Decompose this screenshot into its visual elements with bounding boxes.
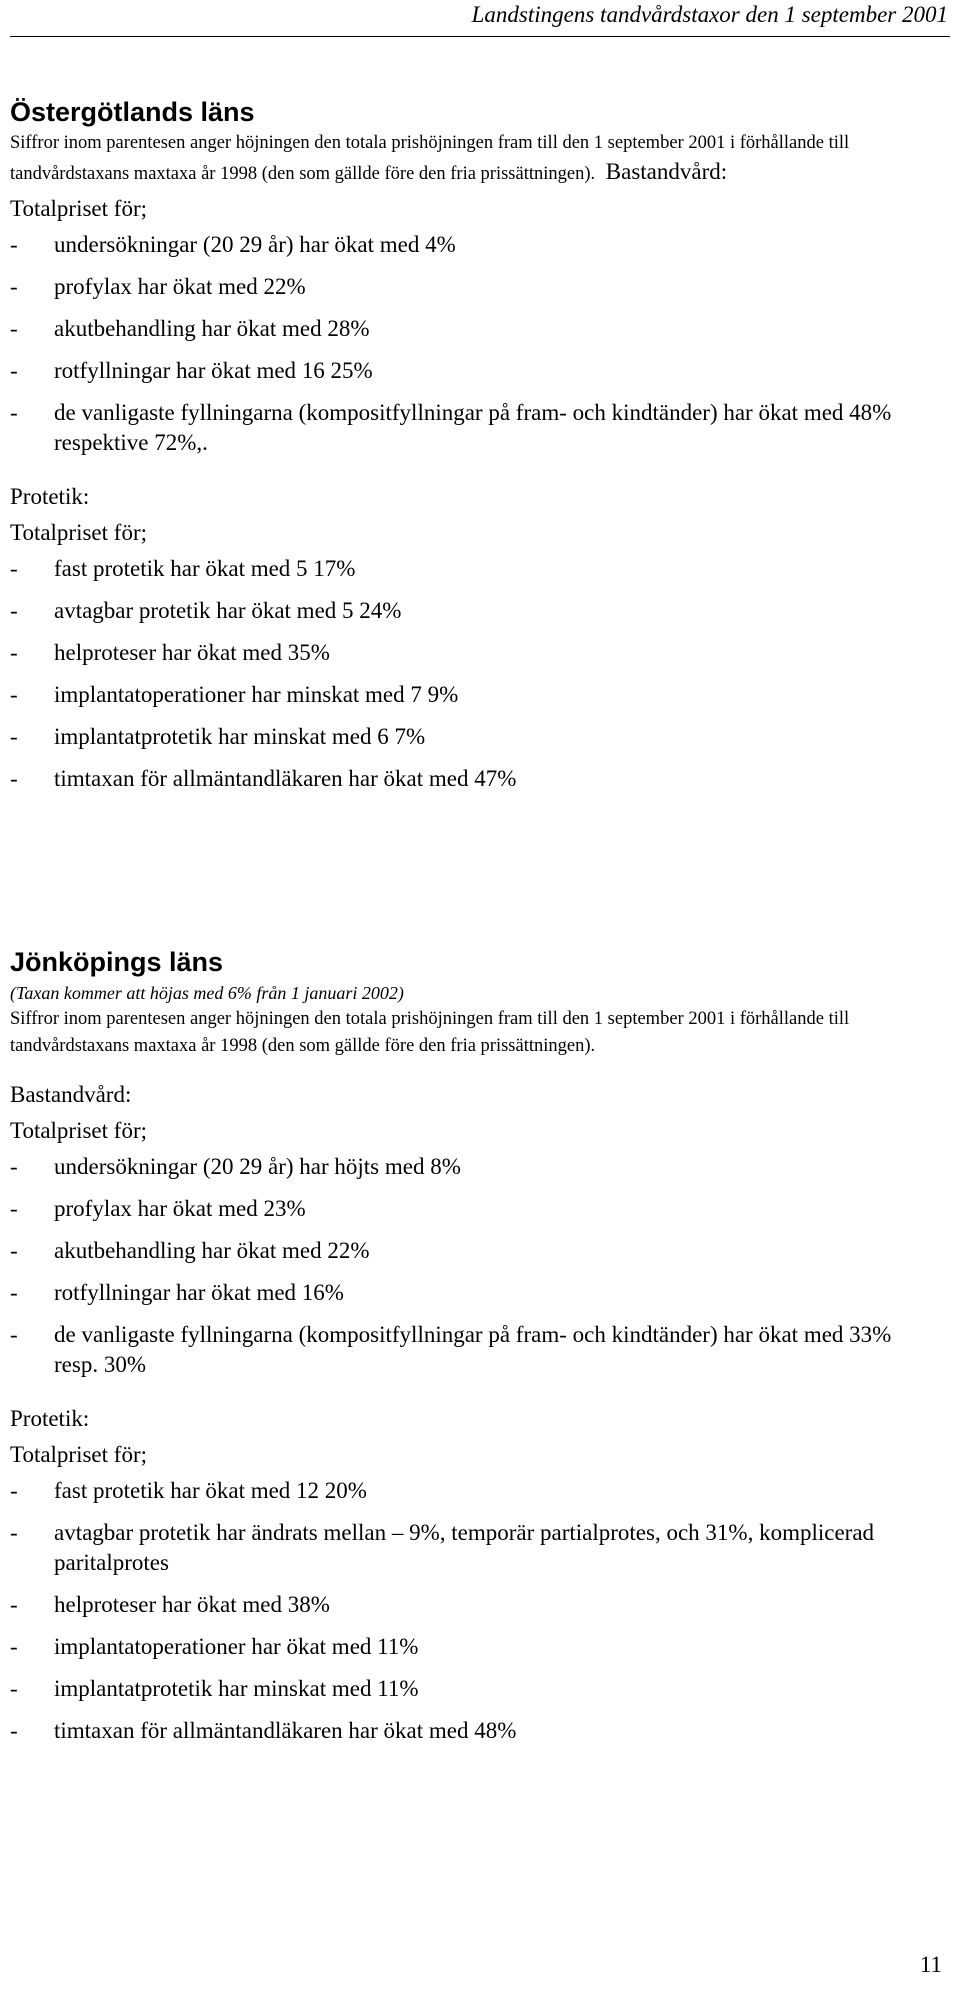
intro-text: Siffror inom parentesen anger höjningen den totala prishöjningen fram till den 1 september 2001 i förhållande till tandvårdstaxans maxtaxa år 1998 (den som gällde före den fria prissättningen). [10,133,850,184]
dash-marker: - [10,1280,18,1305]
header-rule [10,36,950,37]
dash-marker: - [10,1520,18,1545]
bastandvard-lead: Totalpriset för; [10,1118,147,1143]
dash-marker: - [10,1154,18,1179]
dash-marker: - [10,1196,18,1221]
dash-marker: - [10,1676,18,1701]
page-number: 11 [919,1952,942,1977]
list-item: - implantatoperationer har minskat med 7 9% [10,680,930,710]
dash-marker: - [10,682,18,707]
bastandvard-list [10,1152,930,1380]
protetik-list [10,1476,930,1746]
section-heading: Jönköpings läns [10,947,224,977]
dash-marker: - [10,640,18,665]
dash-marker: - [10,316,18,341]
list-item: - akutbehandling har ökat med 28% [10,314,930,344]
list-item: - timtaxan för allmäntandläkaren har ökat med 47% [10,764,930,794]
list-item: - implantatprotetik har minskat med 11% [10,1674,930,1704]
dash-marker: - [10,274,18,299]
dash-marker: - [10,1718,18,1743]
list-item: - akutbehandling har ökat med 22% [10,1236,930,1266]
dash-marker: - [10,1478,18,1503]
dash-marker: - [10,400,18,425]
list-item: - profylax har ökat med 23% [10,1194,930,1224]
dash-marker: - [10,598,18,623]
protetik-title: Protetik: [10,1406,90,1431]
bastandvard-lead: Totalpriset för; [10,196,147,221]
bastandvard-title: Bastandvård: [10,1082,132,1107]
bastandvard-title: Bastandvård: [605,159,728,184]
protetik-lead: Totalpriset för; [10,520,147,545]
intro-paragraph: Siffror inom parentesen anger höjningen den totala prishöjningen fram till den 1 september 2001 i förhållande till tandvårdstaxans maxtaxa år 1998 (den som gällde före den fria prissättningen). [10,1009,850,1056]
dash-marker: - [10,766,18,791]
protetik-list [10,554,930,794]
section-heading: Östergötlands läns [10,97,255,127]
bastandvard-list [10,230,930,458]
list-item: - implantatprotetik har minskat med 6 7% [10,722,930,752]
list-item: - helproteser har ökat med 38% [10,1590,930,1620]
dash-marker: - [10,556,18,581]
list-item: - timtaxan för allmäntandläkaren har ökat med 48% [10,1716,930,1746]
dash-marker: - [10,232,18,257]
dash-marker: - [10,1322,18,1347]
list-item: - rotfyllningar har ökat med 16 25% [10,356,930,386]
list-item: - helproteser har ökat med 35% [10,638,930,668]
dash-marker: - [10,358,18,383]
protetik-lead: Totalpriset för; [10,1442,147,1467]
protetik-title: Protetik: [10,484,90,509]
list-item: - fast protetik har ökat med 5 17% [10,554,930,584]
section-jonkoping [10,946,930,1746]
list-item: - implantatoperationer har ökat med 11% [10,1632,930,1662]
list-item: - de vanligaste fyllningarna (kompositfyllningar på fram- och kindtänder) har ökat med 48% respektive 72%,. [10,400,892,455]
list-item: - fast protetik har ökat med 12 20% [10,1476,930,1506]
list-item: - avtagbar protetik har ändrats mellan – 9%, temporär partialprotes, och 31%, komplicerad paritalprotes [10,1520,875,1575]
list-item: - de vanligaste fyllningarna (kompositfyllningar på fram- och kindtänder) har ökat med 33% resp. 30% [10,1322,892,1377]
section-note: (Taxan kommer att höjas med 6% från 1 januari 2002) [10,983,404,1003]
list-item: - rotfyllningar har ökat med 16% [10,1278,930,1308]
running-header: Landstingens tandvårdstaxor den 1 september 2001 [471,2,948,27]
intro-paragraph [10,130,930,188]
list-item: - undersökningar (20 29 år) har ökat med 4% [10,230,930,260]
list-item: - profylax har ökat med 22% [10,272,930,302]
dash-marker: - [10,724,18,749]
dash-marker: - [10,1634,18,1659]
list-item: - undersökningar (20 29 år) har höjts med 8% [10,1152,930,1182]
section-ostergotland [10,96,930,794]
dash-marker: - [10,1592,18,1617]
dash-marker: - [10,1238,18,1263]
list-item: - avtagbar protetik har ökat med 5 24% [10,596,930,626]
